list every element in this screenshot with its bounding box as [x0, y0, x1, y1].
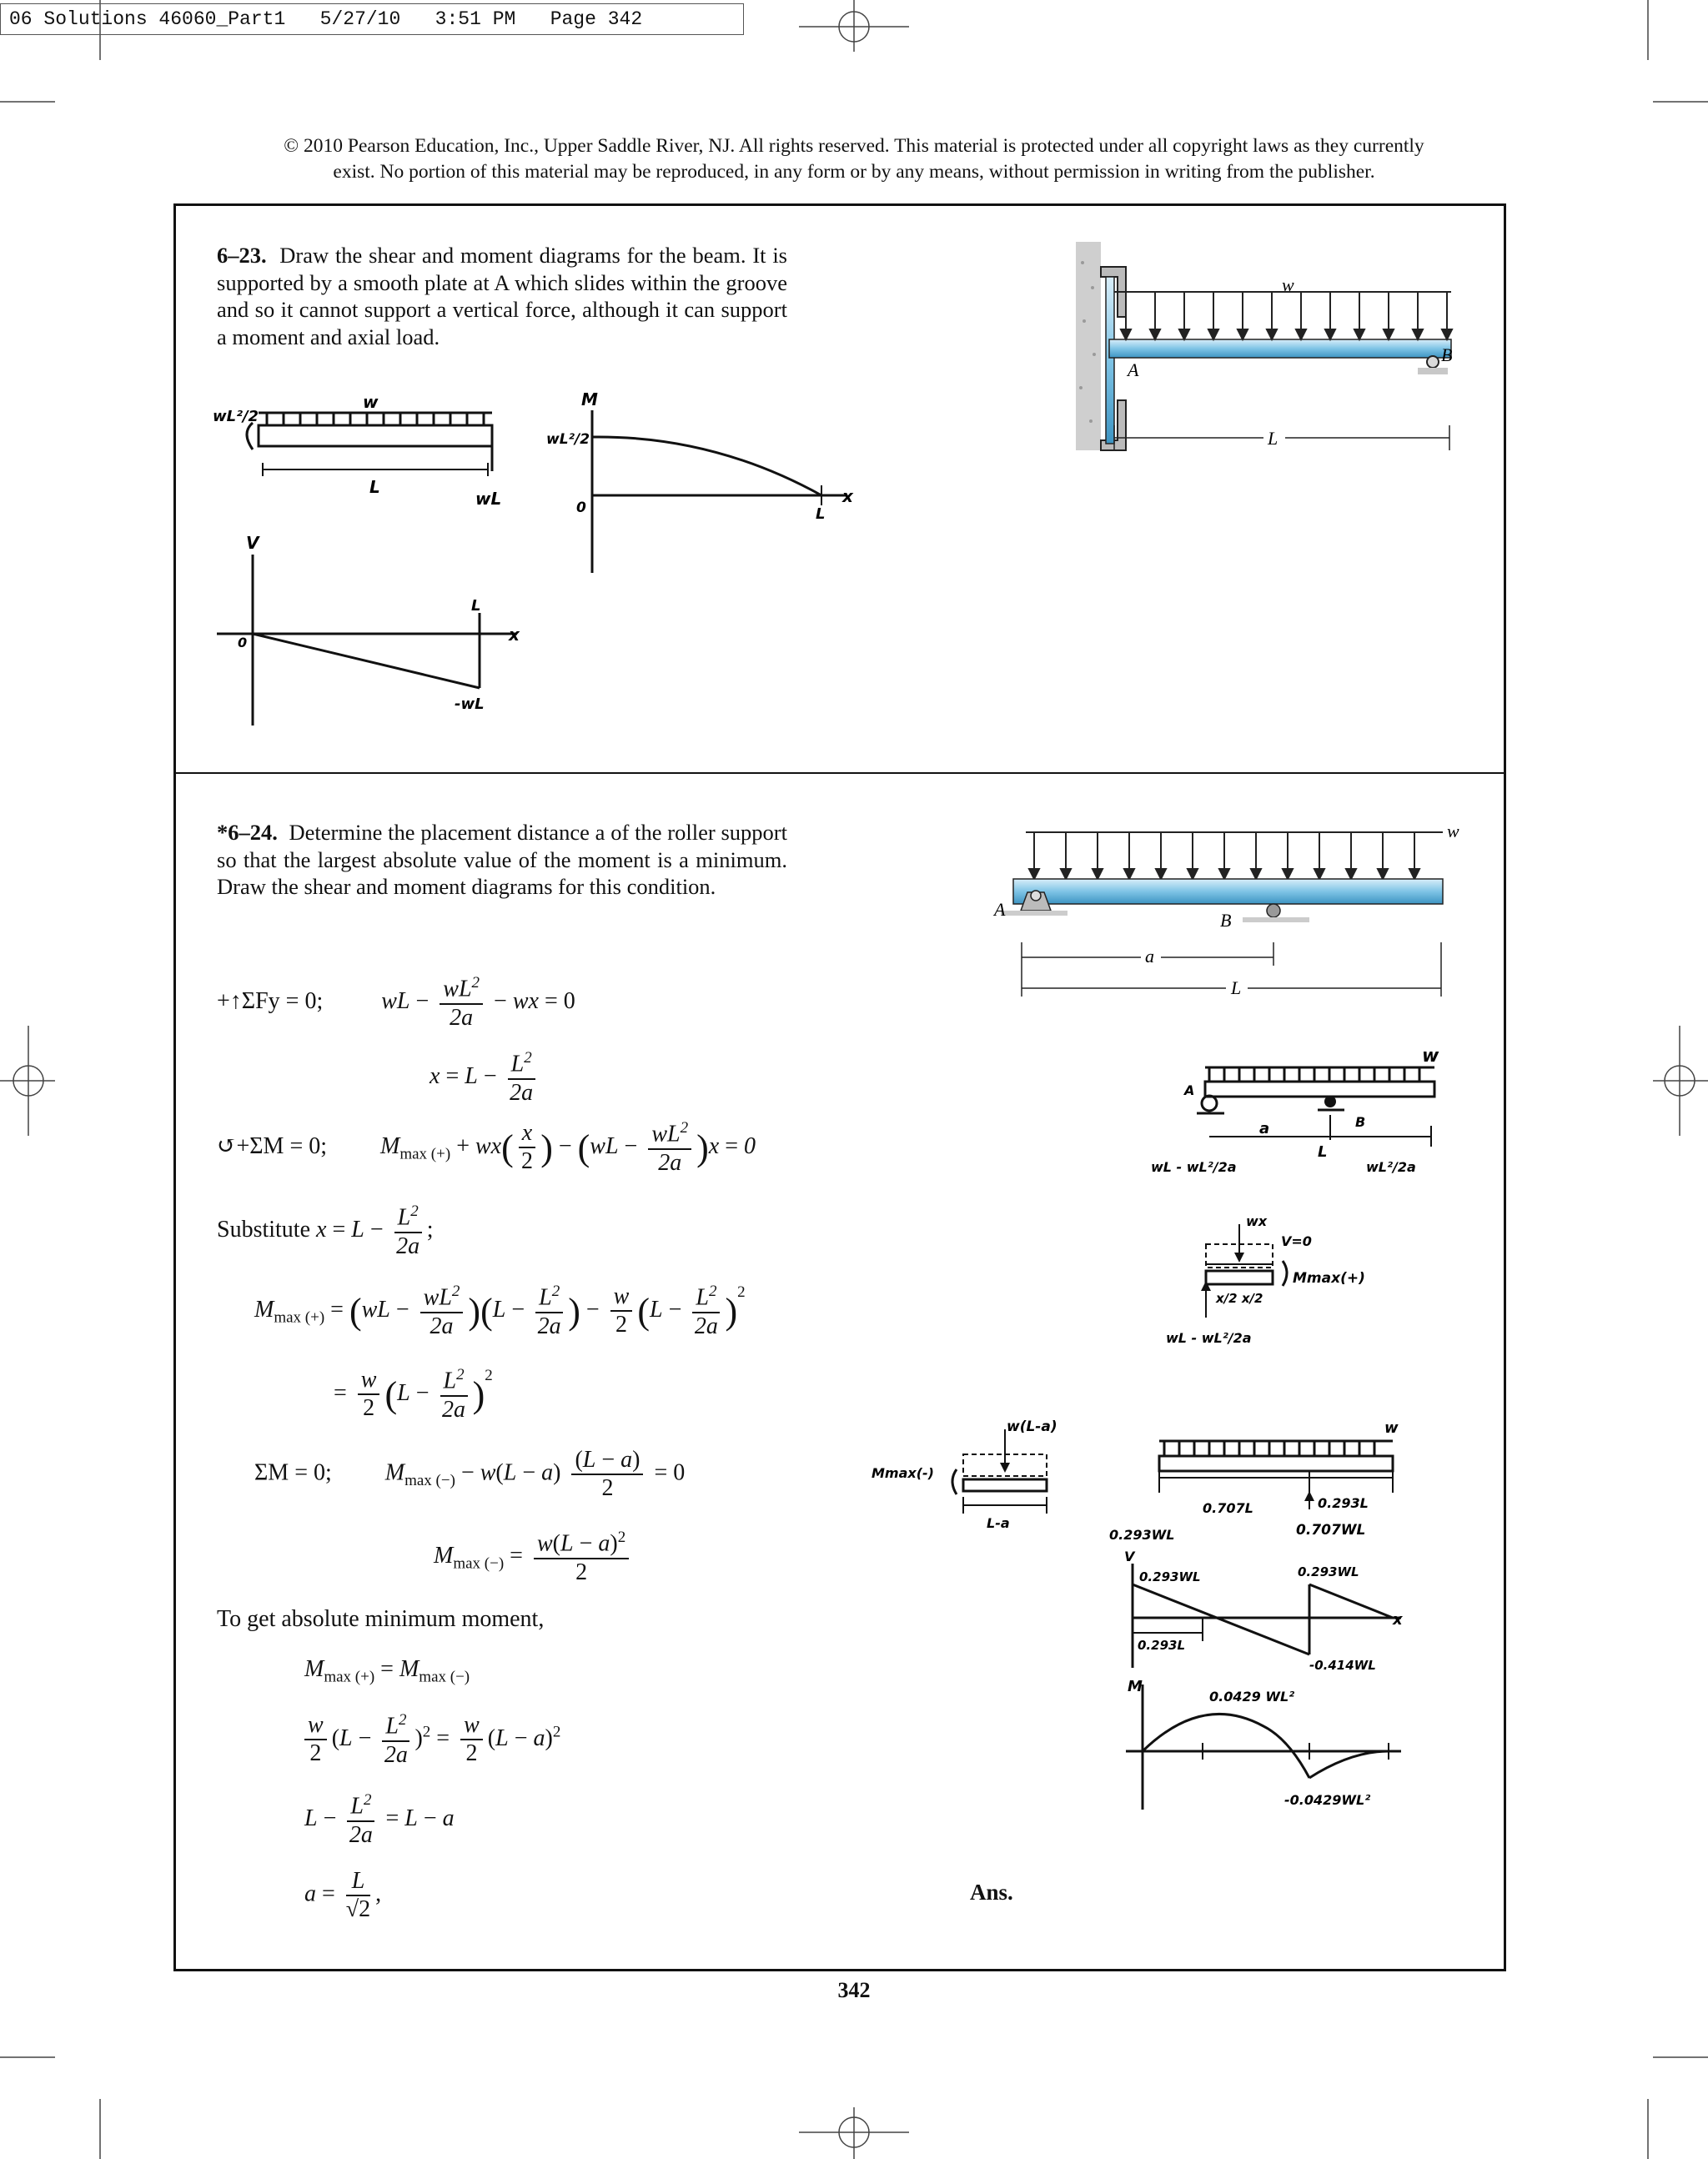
m-axis-label: M: [581, 389, 598, 409]
fbd-span: L: [369, 477, 380, 497]
eq-x: x = L − $\frac{L^2}{2a}$: [430, 1049, 540, 1107]
label-l: L: [1268, 428, 1278, 449]
v-axis-label: V: [246, 534, 259, 553]
final-m-label: M: [1128, 1678, 1143, 1695]
m-end: L: [816, 505, 826, 523]
left-load: w(L-a): [1007, 1418, 1057, 1435]
final-m2: -0.0429WL²: [1284, 1792, 1371, 1808]
figure-624-beam: [984, 817, 1464, 1001]
label-w: w: [1282, 274, 1294, 295]
m-origin: 0: [576, 500, 586, 516]
sketch-624-fbd: [1151, 1047, 1451, 1188]
final-x-axis: x: [1393, 1611, 1403, 1629]
sketch-624-segment: [1159, 1209, 1409, 1359]
final-d1: 0.707L: [1203, 1500, 1253, 1516]
problem-624-statement: [217, 819, 787, 901]
seg-halves: x/2 x/2: [1216, 1291, 1263, 1306]
label-a: A: [994, 899, 1006, 920]
v-min: -wL: [455, 695, 485, 713]
left-mmax: Mmax(-): [872, 1465, 934, 1481]
sketch-624-left: [872, 1418, 1097, 1534]
eq-to-get: To get absolute minimum moment,: [217, 1606, 545, 1632]
final-v-label: V: [1124, 1549, 1135, 1564]
eq-mmax-simplified: = $\frac{w}{2}$ (L − $\frac{L^2}{2a}$ )$^2$: [334, 1366, 493, 1423]
problem-number: 6–23.: [217, 243, 267, 268]
eq-substitute: Substitute x = L − $\frac{L^2}{2a}$ ;: [217, 1203, 434, 1259]
fbd-b: B: [1355, 1114, 1366, 1130]
label-a-dist: a: [1145, 946, 1154, 967]
problem-divider: [173, 772, 1506, 774]
label-b: B: [1441, 344, 1453, 365]
label-b: B: [1220, 910, 1232, 931]
page-number: 342: [837, 1978, 871, 2002]
problem-623-statement: [217, 242, 787, 350]
eq-mmax-minus: $M_{max (-)}$ = $\frac{w(L - a)^2}{2}$: [434, 1529, 634, 1586]
fbd-l: L: [1318, 1143, 1328, 1161]
fbd-moment: wL²/2: [213, 408, 259, 425]
m-x-label: x: [842, 486, 853, 506]
eq-reduced: L − $\frac{L^2}{2a}$ = L − a: [304, 1791, 455, 1848]
fbd-reaction: wL: [475, 489, 502, 509]
final-m1: 0.0429 WL²: [1209, 1689, 1295, 1705]
final-d2: 0.293L: [1318, 1495, 1369, 1511]
answer-label: Ans.: [970, 1880, 1013, 1905]
problem-text: Determine the placement distance a of the roller support so that the largest absolute value of the moment is a minimum. Draw the shear and moment diagrams for this condition.: [217, 820, 787, 899]
final-v2: 0.293WL: [1298, 1564, 1359, 1579]
v-end: L: [471, 597, 481, 615]
eq-substituted: $\frac{w}{2}$ (L − $\frac{L^2}{2a}$ )$^2$ = $\frac{w}{2}$ $(L - a)^2$: [304, 1711, 560, 1769]
fbd-a-dist: a: [1259, 1120, 1270, 1137]
m-start: wL²/2: [546, 431, 590, 448]
eq-sum-m: ↺+ΣM = 0; $M_{max (+)} + wx$( $\frac{x}{2}$ ) − (wL − $\frac{wL^2}{2a}$ )x = 0: [217, 1119, 756, 1176]
final-r1: 0.293WL: [1109, 1527, 1175, 1543]
figure-623-beam: [1068, 238, 1468, 463]
copyright-notice: © 2010 Pearson Education, Inc., Upper Saddle River, NJ. All rights reserved. This material is protected under all copyright laws as they currently exist. No portion of this material may be reproduced, in any form or by any means, without permission in writing from the publisher.: [284, 135, 1424, 183]
seg-shear: wL - wL²/2a: [1166, 1330, 1252, 1346]
seg-wx: wx: [1246, 1213, 1268, 1229]
final-r2: 0.707WL: [1296, 1522, 1366, 1539]
final-v1: 0.293WL: [1139, 1569, 1201, 1584]
v-x-label: x: [509, 625, 520, 645]
problem-number: *6–24.: [217, 820, 278, 845]
slug-line: 06 Solutions 46060_Part1 5/27/10 3:51 PM Page 342: [0, 3, 744, 35]
eq-sum-fy: +↑ΣFy = 0; wL − $\frac{wL^2}{2a}$ − wx = 0: [217, 974, 575, 1031]
v-origin: 0: [238, 635, 248, 650]
fbd-load: w: [1422, 1047, 1439, 1067]
seg-v0: V=0: [1281, 1233, 1312, 1249]
fbd-rb: wL²/2a: [1366, 1159, 1416, 1175]
fbd-load: w: [363, 392, 379, 412]
eq-mmax-plus: $M_{max (+)} = (wL$ − $\frac{wL^2}{2a}$ )(L − $\frac{L^2}{2a}$ ) − $\frac{w}{2}$ (L − $\frac{L^2}{2a}$ )$^2$: [254, 1283, 746, 1339]
fbd-ra: wL - wL²/2a: [1151, 1159, 1237, 1175]
seg-mmax: Mmax(+): [1293, 1270, 1365, 1287]
eq-answer: a = $\frac{L}{√2}$ ,: [304, 1868, 382, 1923]
eq-equal-moments: $M_{max (+)} = M_{max (-)}$: [304, 1656, 470, 1686]
sketch-624-final: [1109, 1418, 1468, 1818]
label-a: A: [1128, 359, 1139, 380]
left-length: L-a: [987, 1515, 1010, 1531]
fbd-a: A: [1184, 1082, 1195, 1098]
final-x0: 0.293L: [1138, 1638, 1186, 1653]
problem-text: Draw the shear and moment diagrams for the beam. It is supported by a smooth plate at A which slides within the groove and so it cannot support a vertical force, although it can support a moment and axial load.: [217, 243, 787, 349]
label-l: L: [1231, 977, 1242, 998]
sketch-623-shear: [213, 534, 546, 734]
sketch-623-moment: [546, 385, 872, 577]
eq-sigma-m: ΣM = 0; $M_{max (-)} - w(L - a)$ $\frac{(L - a)}{2}$ = 0: [254, 1447, 686, 1502]
label-w: w: [1447, 821, 1459, 841]
final-load: w: [1384, 1419, 1399, 1437]
sketch-623-fbd: [213, 388, 546, 513]
final-v3: -0.414WL: [1309, 1658, 1376, 1673]
